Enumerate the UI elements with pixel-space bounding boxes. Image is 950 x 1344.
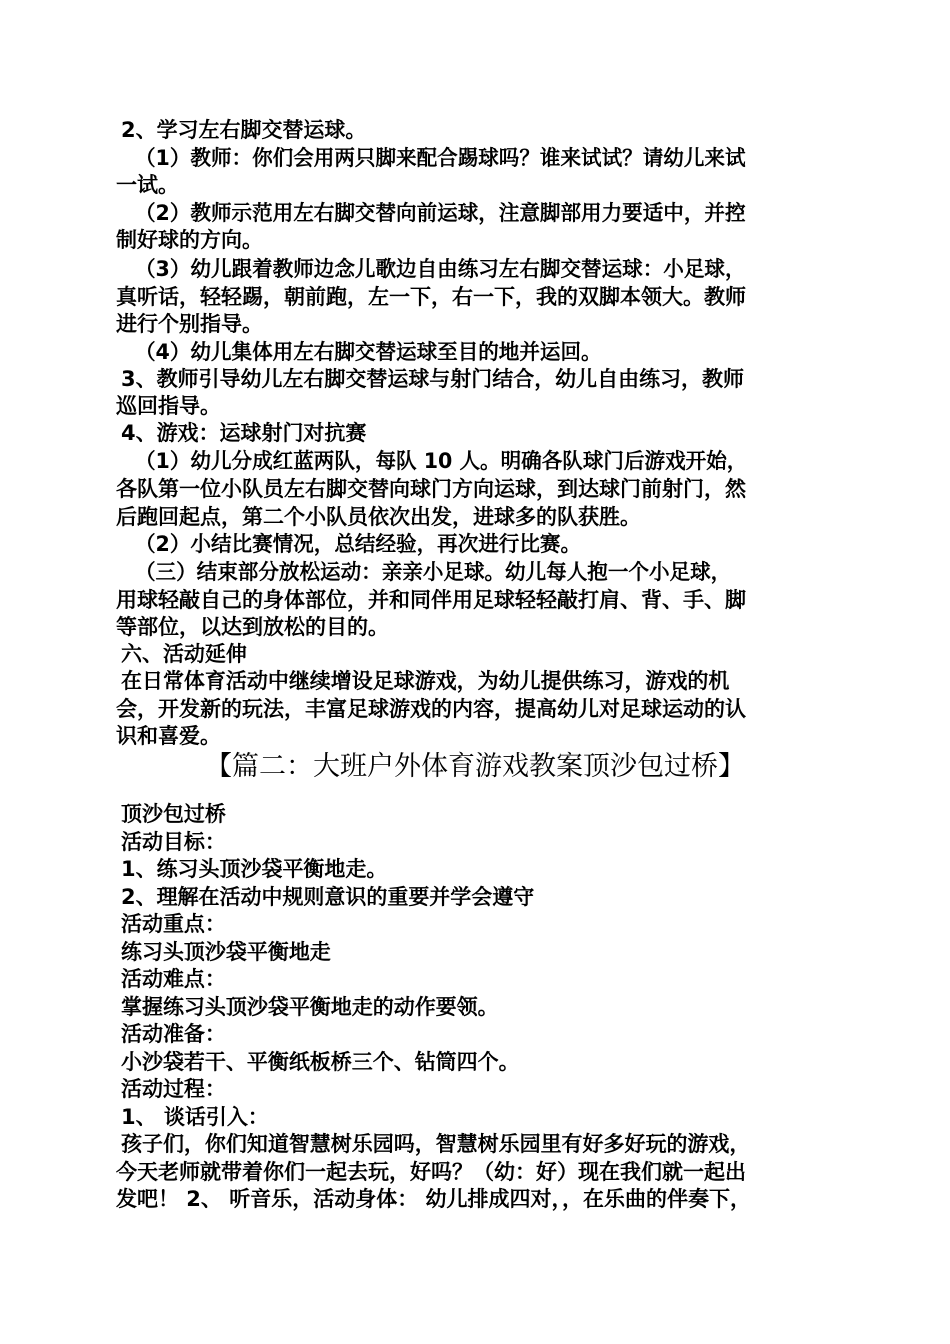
text-line: （2）教师示范用左右脚交替向前运球，注意脚部用力要适中，并控 — [135, 201, 746, 225]
text-line: 4、游戏：运球射门对抗赛 — [121, 421, 367, 445]
text-line: 孩子们，你们知道智慧树乐园吗，智慧树乐园里有好多好玩的游戏， — [121, 1132, 751, 1156]
text-line: 小沙袋若干、平衡纸板桥三个、钻筒四个。 — [121, 1050, 520, 1074]
text-line: 识和喜爱。 — [116, 724, 221, 748]
text-line: （3）幼儿跟着教师边念儿歌边自由练习左右脚交替运球：小足球， — [135, 257, 746, 281]
text-line: 真听话，轻轻踢，朝前跑，左一下，右一下，我的双脚本领大。教师 — [116, 285, 746, 309]
text-line: 2、理解在活动中规则意识的重要并学会遵守 — [121, 885, 535, 909]
text-line: 活动重点： — [121, 912, 226, 936]
text-line: 巡回指导。 — [116, 394, 221, 418]
text-line: 后跑回起点，第二个小队员依次出发，进球多的队获胜。 — [116, 505, 641, 529]
text-line: 练习头顶沙袋平衡地走 — [121, 940, 331, 964]
text-line: （2）小结比赛情况，总结经验，再次进行比赛。 — [135, 532, 582, 556]
text-line: 会，开发新的玩法，丰富足球游戏的内容，提高幼儿对足球运动的认 — [116, 697, 746, 721]
text-line: 活动过程： — [121, 1077, 226, 1101]
text-line: 掌握练习头顶沙袋平衡地走的动作要领。 — [121, 995, 499, 1019]
chapter-title: 【篇二：大班户外体育游戏教案顶沙包过桥】 — [205, 751, 745, 782]
text-line: 2、学习左右脚交替运球。 — [121, 118, 367, 142]
text-line: （4）幼儿集体用左右脚交替运球至目的地并运回。 — [135, 340, 602, 364]
section-heading: 六、活动延伸 — [121, 642, 247, 666]
text-line: （三）结束部分放松运动：亲亲小足球。幼儿每人抱一个小足球， — [135, 560, 732, 584]
text-line: 制好球的方向。 — [116, 228, 263, 252]
text-line: 1、 谈话引入： — [121, 1105, 269, 1129]
text-line: 活动难点： — [121, 967, 226, 991]
text-line: 等部位，以达到放松的目的。 — [116, 615, 389, 639]
text-line: 进行个别指导。 — [116, 312, 263, 336]
text-line: 在日常体育活动中继续增设足球游戏，为幼儿提供练习，游戏的机 — [121, 669, 730, 693]
text-line: 发吧！ 2、 听音乐，活动身体： 幼儿排成四对，，在乐曲的伴奏下， — [116, 1187, 752, 1211]
text-line: 顶沙包过桥 — [121, 802, 226, 826]
text-line: （1）教师：你们会用两只脚来配合踢球吗？谁来试试？请幼儿来试 — [135, 146, 746, 170]
text-line: 1、练习头顶沙袋平衡地走。 — [121, 857, 388, 881]
text-line: 今天老师就带着你们一起去玩，好吗？（幼：好）现在我们就一起出 — [116, 1160, 746, 1184]
text-line: 各队第一位小队员左右脚交替向球门方向运球，到达球门前射门，然 — [116, 477, 746, 501]
text-line: 用球轻敲自己的身体部位，并和同伴用足球轻轻敲打肩、背、手、脚 — [116, 588, 746, 612]
text-line: 一试。 — [116, 173, 179, 197]
text-line: 活动目标： — [121, 830, 226, 854]
text-line: 3、教师引导幼儿左右脚交替运球与射门结合，幼儿自由练习，教师 — [121, 367, 744, 391]
text-line: 活动准备： — [121, 1022, 226, 1046]
text-line: （1）幼儿分成红蓝两队，每队 10 人。明确各队球门后游戏开始， — [135, 449, 748, 473]
